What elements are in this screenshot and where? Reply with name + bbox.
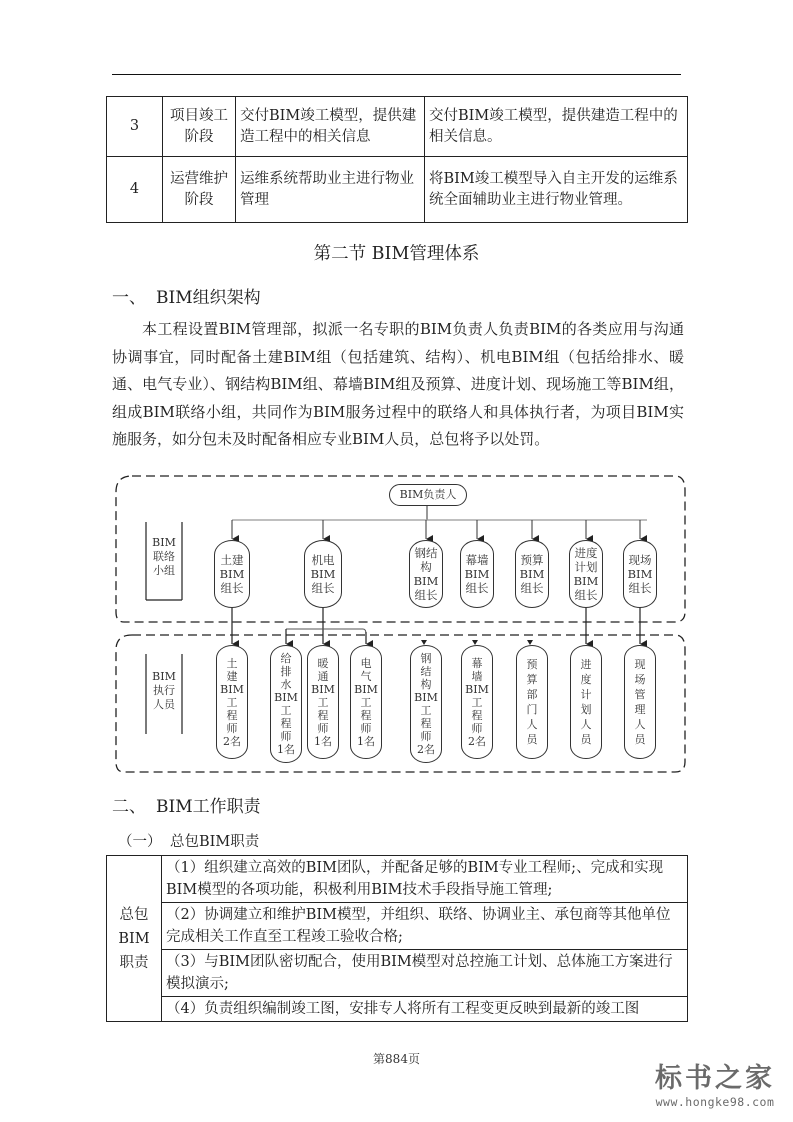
staff-node — [624, 645, 656, 759]
node-line: 构 — [420, 560, 432, 574]
table-row — [107, 950, 688, 997]
org-chart — [110, 472, 695, 777]
node-line: 组长 — [465, 581, 489, 595]
node-line: 师 — [226, 721, 238, 735]
leader-node — [515, 540, 549, 608]
liaison-group-label — [146, 524, 182, 590]
node-line: 构 — [420, 678, 432, 691]
stage-content: 交付BIM竣工模型，提供建造工程中的相关信息 — [236, 97, 425, 157]
node-line: 组长 — [628, 581, 652, 595]
node-line: 划 — [580, 703, 592, 716]
watermark-cn: 标书之家 — [655, 1063, 775, 1094]
node-line: 门 — [526, 703, 538, 716]
duty-label — [107, 856, 162, 1022]
node-line: 进度 — [574, 546, 598, 560]
node-line: 工 — [280, 704, 292, 717]
org-chart-lines — [110, 472, 695, 777]
node-line: 组长 — [414, 588, 438, 602]
node-line: 水 — [280, 678, 292, 691]
node-line: 进 — [580, 658, 592, 671]
label-line: 联络 — [152, 550, 175, 563]
node-line: 排 — [280, 665, 292, 678]
node-line: 通 — [317, 669, 329, 683]
node-line: 工 — [471, 695, 483, 709]
node-line: 现 — [634, 658, 646, 671]
node-line: 程 — [471, 708, 483, 722]
node-line: BIM — [465, 682, 489, 696]
stage-table — [106, 96, 688, 223]
node-line: 度 — [580, 673, 592, 686]
stage-line: 运营维护 — [170, 170, 228, 187]
node-line: BIM — [464, 567, 490, 581]
node-line: 2名 — [222, 734, 241, 748]
duty-item: （3）与BIM团队密切配合，使用BIM模型对总控施工计划、总体施工方案进行模拟演示; — [162, 950, 688, 997]
stage-detail: 将BIM竣工模型导入自主开发的运维系统全面辅助业主进行物业管理。 — [425, 157, 688, 223]
node-line: BIM — [274, 691, 298, 704]
duty-item: （4）负责组织编制竣工图，安排专人将所有工程变更反映到最新的竣工图 — [162, 997, 688, 1022]
node-line: 钢 — [420, 652, 432, 665]
node-line: 组长 — [520, 581, 544, 595]
node-line: 师 — [317, 721, 329, 735]
stage-content: 运维系统帮助业主进行物业管理 — [236, 157, 425, 223]
row-number: 3 — [107, 97, 163, 157]
node-line: 计划 — [574, 560, 598, 574]
leader-node — [409, 540, 443, 608]
node-line: 员 — [634, 733, 646, 746]
node-line: 墙 — [471, 669, 483, 683]
node-line: 师 — [471, 721, 483, 735]
node-line: 组长 — [574, 588, 598, 602]
node-line: 管 — [634, 688, 646, 701]
node-line: 师 — [280, 730, 292, 743]
node-line: BIM — [220, 682, 244, 696]
node-line: BIM — [519, 567, 545, 581]
node-line: 程 — [420, 717, 432, 730]
staff-node — [461, 645, 493, 759]
duty-item: （2）协调建立和维护BIM模型，并组织、联络、协调业主、承包商等其他单位完成相关工作直至工程竣工验收合格; — [162, 903, 688, 950]
stage-line: 阶段 — [184, 191, 214, 208]
node-line: 土建 — [220, 553, 244, 567]
node-line: 结 — [420, 665, 432, 678]
node-line: 算 — [526, 673, 538, 686]
table-row — [107, 97, 688, 157]
heading-work-duties — [112, 792, 261, 817]
duty-item: （1）组织建立高效的BIM团队，并配备足够的BIM专业工程师;、完成和实现BIM模型的各项功能，积极利用BIM技术手段指导施工管理; — [162, 856, 688, 903]
page-number: 第884页 — [373, 1052, 420, 1066]
leader-node — [304, 540, 342, 608]
node-line: 师 — [420, 730, 432, 743]
node-line: 暖 — [317, 656, 329, 670]
node-line: 幕 — [471, 656, 483, 670]
leader-node — [460, 540, 494, 608]
leader-node — [569, 540, 603, 608]
node-line: 计 — [580, 688, 592, 701]
heading-number: （一） — [118, 834, 162, 850]
header-rule — [112, 74, 681, 75]
node-line: 幕墙 — [465, 553, 489, 567]
node-line: 部 — [526, 688, 538, 701]
node-line: 气 — [360, 669, 372, 683]
leader-node — [214, 540, 250, 608]
table-row — [107, 997, 688, 1022]
node-line: BIM — [354, 682, 378, 696]
node-line: 人 — [580, 718, 592, 731]
node-line: 组长 — [220, 581, 244, 595]
stage-detail: 交付BIM竣工模型，提供建造工程中的相关信息。 — [425, 97, 688, 157]
table-row — [107, 856, 688, 903]
staff-node — [570, 645, 602, 759]
paragraph-text: 本工程设置BIM管理部，拟派一名专职的BIM负责人负责BIM的各类应用与沟通协调事宜，同时配备土建BIM组（包括建筑、结构）、机电BIM组（包括给排水、暖通、电气专业）、钢结构BIM组、幕墙BIM组及预算、进度计划、现场施工等BIM组，组成BIM联络小组，共同作为BIM服务过程中的联络人和具体执行者，为项目BIM实施服务，如分包未及时配备相应专业BIM人员，总包将予以处罚。 — [112, 320, 684, 448]
node-line: 程 — [226, 708, 238, 722]
label-line: 小组 — [152, 564, 175, 577]
node-line: 钢结 — [414, 546, 438, 560]
node-line: 给 — [280, 652, 292, 665]
staff-node — [307, 645, 339, 759]
stage-line: 项目竣工 — [170, 107, 228, 124]
label-line: 人员 — [152, 698, 175, 711]
staff-node — [270, 645, 302, 763]
row-number: 4 — [107, 157, 163, 223]
node-line: 预 — [526, 658, 538, 671]
node-line: 程 — [317, 708, 329, 722]
node-line: 员 — [526, 733, 538, 746]
watermark-url: www.hongke98.com — [655, 1095, 775, 1109]
node-line: 土 — [226, 656, 238, 670]
stage-name — [163, 97, 236, 157]
heading-org-structure — [112, 283, 261, 308]
node-line: 人 — [526, 718, 538, 731]
label-line: BIM — [152, 670, 176, 683]
node-line: 机电 — [311, 553, 335, 567]
node-line: 程 — [360, 708, 372, 722]
heading-text: 总包BIM职责 — [170, 834, 260, 850]
node-line: 人 — [634, 718, 646, 731]
node-line: 工 — [226, 695, 238, 709]
node-line: BIM — [627, 567, 653, 581]
node-line: BIM — [573, 574, 599, 588]
node-line: 2名 — [416, 743, 435, 756]
heading-number: 二、 — [112, 797, 146, 817]
staff-node — [216, 645, 248, 759]
node-line: 员 — [580, 733, 592, 746]
node-line: 组长 — [311, 581, 335, 595]
bim-head-node: BIM负责人 — [389, 484, 467, 506]
heading-text: BIM工作职责 — [156, 797, 261, 817]
node-line: BIM — [413, 574, 439, 588]
node-line: BIM — [219, 567, 245, 581]
duty-table — [106, 855, 688, 1022]
label-line: 职责 — [119, 954, 149, 971]
watermark-logo — [655, 1064, 775, 1110]
node-line: 预算 — [520, 553, 544, 567]
stage-line: 阶段 — [184, 128, 214, 145]
node-line: 1名 — [313, 734, 332, 748]
label-line: BIM — [152, 536, 176, 549]
node-line: 1名 — [356, 734, 375, 748]
table-row — [107, 157, 688, 223]
stage-name — [163, 157, 236, 223]
table-row — [107, 903, 688, 950]
label-line: 执行 — [152, 684, 175, 697]
node-line: 现场 — [628, 553, 652, 567]
node-line: 工 — [317, 695, 329, 709]
node-line: 电 — [360, 656, 372, 670]
heading-number: 一、 — [112, 288, 146, 308]
node-line: 1名 — [276, 743, 295, 756]
label-line: 总包 — [119, 906, 149, 923]
heading-text: BIM组织架构 — [156, 288, 261, 308]
heading-gc-duties — [118, 830, 259, 851]
node-line: BIM — [311, 682, 335, 696]
staff-node — [516, 645, 548, 759]
staff-node — [350, 645, 382, 759]
body-paragraph — [112, 316, 684, 454]
node-line: 师 — [360, 721, 372, 735]
node-line: BIM — [414, 691, 438, 704]
node-line: 工 — [360, 695, 372, 709]
label-line: BIM — [118, 930, 150, 947]
leader-node — [623, 540, 657, 608]
node-line: 2名 — [467, 734, 486, 748]
node-line: 程 — [280, 717, 292, 730]
node-line: BIM — [310, 567, 336, 581]
node-line: 场 — [634, 673, 646, 686]
node-line: 工 — [420, 704, 432, 717]
staff-node — [410, 645, 442, 763]
node-line: 建 — [226, 669, 238, 683]
section-title: 第二节 BIM管理体系 — [313, 244, 480, 264]
node-line: 理 — [634, 703, 646, 716]
exec-group-label — [146, 656, 182, 726]
